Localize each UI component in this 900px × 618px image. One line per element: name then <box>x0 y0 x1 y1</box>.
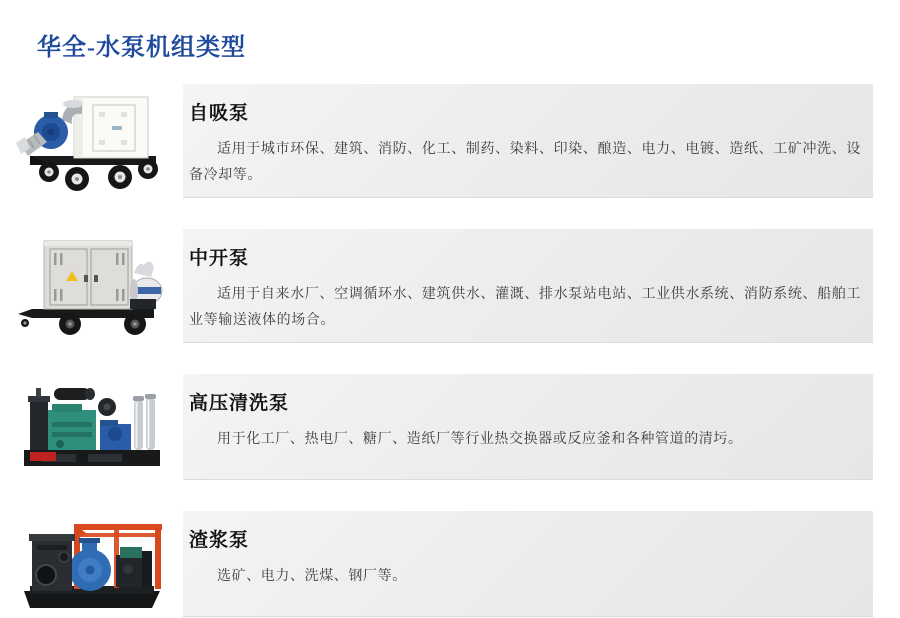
section-split-case-pump <box>0 229 900 343</box>
pump-description: 适用于城市环保、建筑、消防、化工、制药、染料、印染、酿造、电力、电镀、造纸、工矿冲洗、设备冷却等。 <box>189 140 861 182</box>
slurry-pump-set-illustration <box>16 511 168 617</box>
pump-description: 选矿、电力、洗煤、钢厂等。 <box>217 567 407 583</box>
pump-description: 适用于自来水厂、空调循环水、建筑供水、灌溉、排水泵站电站、工业供水系统、消防系统、船舶工业等输送液体的场合。 <box>189 285 861 327</box>
high-pressure-cleaning-pump-image <box>0 374 183 480</box>
trailer-self-priming-pump-illustration <box>16 88 168 194</box>
split-case-pump-info <box>183 229 873 343</box>
split-case-pump-image <box>0 229 183 343</box>
slurry-pump-info <box>183 511 873 617</box>
pump-heading: 自吸泵 <box>189 103 250 124</box>
pump-heading: 高压清洗泵 <box>189 393 290 414</box>
pump-heading: 中开泵 <box>189 248 250 269</box>
pump-type-list <box>0 84 900 618</box>
section-slurry-pump <box>0 511 900 617</box>
trailer-split-case-pump-illustration <box>16 233 168 339</box>
self-priming-pump-info <box>183 84 873 198</box>
section-self-priming-pump <box>0 84 900 198</box>
page-title: 华全-水泵机组类型 <box>37 35 246 61</box>
pump-description: 用于化工厂、热电厂、糖厂、造纸厂等行业热交换器或反应釜和各种管道的清圬。 <box>217 430 743 446</box>
high-pressure-cleaning-pump-illustration <box>16 374 168 480</box>
slurry-pump-image <box>0 511 183 617</box>
high-pressure-cleaning-pump-info <box>183 374 873 480</box>
self-priming-pump-image <box>0 84 183 198</box>
section-high-pressure-cleaning-pump <box>0 374 900 480</box>
pump-heading: 渣浆泵 <box>189 530 250 551</box>
